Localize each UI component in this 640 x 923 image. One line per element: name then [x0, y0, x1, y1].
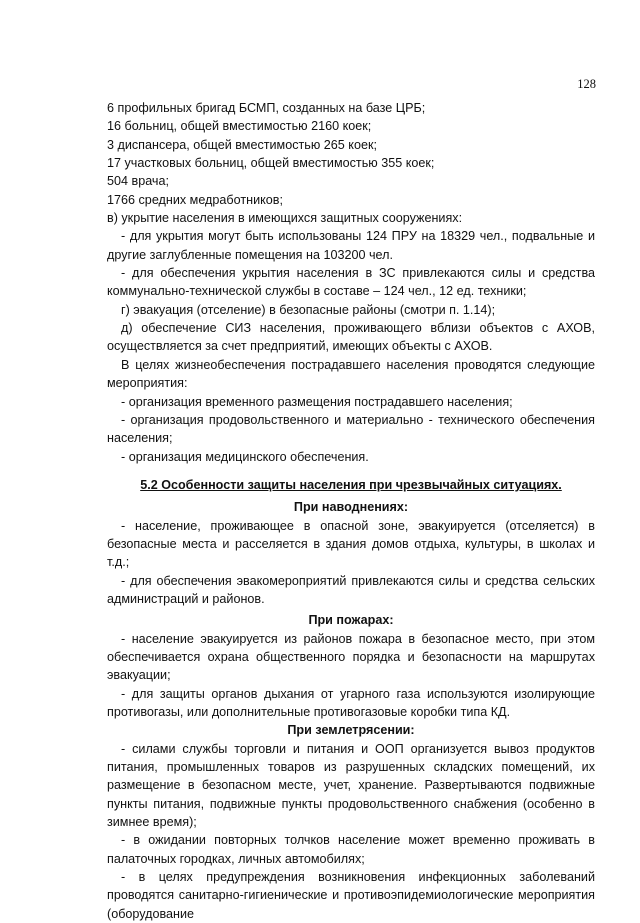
paragraph: - в ожидании повторных толчков население может временно проживать в палаточных городках, личных автомобилях;: [107, 833, 595, 866]
paragraph: - организация медицинского обеспечения.: [121, 449, 369, 464]
paragraph: - в целях предупреждения возникновения инфекционных заболеваний проводятся санитарно-гигиенические и противоэпидемиологические мероприятия (оборудование: [107, 870, 595, 921]
paragraph: В целях жизнеобеспечения пострадавшего населения проводятся следующие мероприятия:: [107, 357, 595, 391]
section-title: 5.2 Особенности защиты населения при чрезвычайных ситуациях.: [140, 477, 562, 492]
subheading-earthquake: При землетрясении:: [287, 723, 415, 738]
paragraph: д) обеспечение СИЗ населения, проживающего вблизи объектов с АХОВ, осуществляется за счет предприятий, имеющих объекты с АХОВ.: [107, 321, 595, 354]
subheading-fire: При пожарах:: [308, 613, 394, 628]
paragraph: - для обеспечения эвакомероприятий привлекаются силы и средства сельских администраций и районов.: [107, 573, 595, 606]
page-content: [107, 99, 595, 923]
text-line: 3 диспансера, общей вместимостью 265 коек;: [107, 137, 377, 152]
paragraph: - население эвакуируется из районов пожара в безопасное место, при этом обеспечивается охрана общественного порядка и безопасности на маршрутах эвакуации;: [107, 631, 595, 683]
paragraph: - для обеспечения укрытия населения в ЗС привлекаются силы и средства коммунально-технической службы в составе – 124 чел., 12 ед. техники;: [107, 266, 595, 299]
page-number: 128: [577, 77, 596, 91]
paragraph: г) эвакуация (отселение) в безопасные районы (смотри п. 1.14);: [121, 302, 496, 317]
paragraph: - для укрытия могут быть использованы 124 ПРУ на 18329 чел., подвальные и другие заглубленные помещения на 103200 чел.: [107, 229, 595, 262]
subheading-flood: При наводнениях:: [293, 500, 409, 515]
paragraph: - организация временного размещения пострадавшего населения;: [121, 394, 513, 409]
text-line: 17 участковых больниц, общей вместимостью 355 коек;: [107, 156, 435, 171]
text-line: 6 профильных бригад БСМП, созданных на базе ЦРБ;: [107, 101, 426, 115]
text-line: 16 больниц, общей вместимостью 2160 коек;: [107, 119, 372, 134]
paragraph: - население, проживающее в опасной зоне, эвакуируется (отселяется) в безопасные места и расселяется в здания домов отдыха, культуры, в школах и т.д.;: [107, 518, 595, 570]
paragraph: - организация продовольственного и материально - технического обеспечения населения;: [107, 412, 595, 446]
text-line: 1766 средних медработников;: [107, 192, 283, 207]
text-line: 504 врача;: [107, 174, 169, 189]
text-line: в) укрытие населения в имеющихся защитных сооружениях:: [107, 211, 463, 226]
paragraph: - для защиты органов дыхания от угарного газа используются изолирующие противогазы, или дополнительные противогазовые коробки типа КД.: [107, 686, 595, 719]
paragraph: - силами службы торговли и питания и ООП организуется вывоз продуктов питания, промышленных товаров из разрушенных складских помещений, их размещение в безопасном месте, учет, хранение. Развертываются подвижные пункты питания, подвижные пункты продовольственного снабжения (особенно в зимнее время);: [107, 741, 595, 830]
